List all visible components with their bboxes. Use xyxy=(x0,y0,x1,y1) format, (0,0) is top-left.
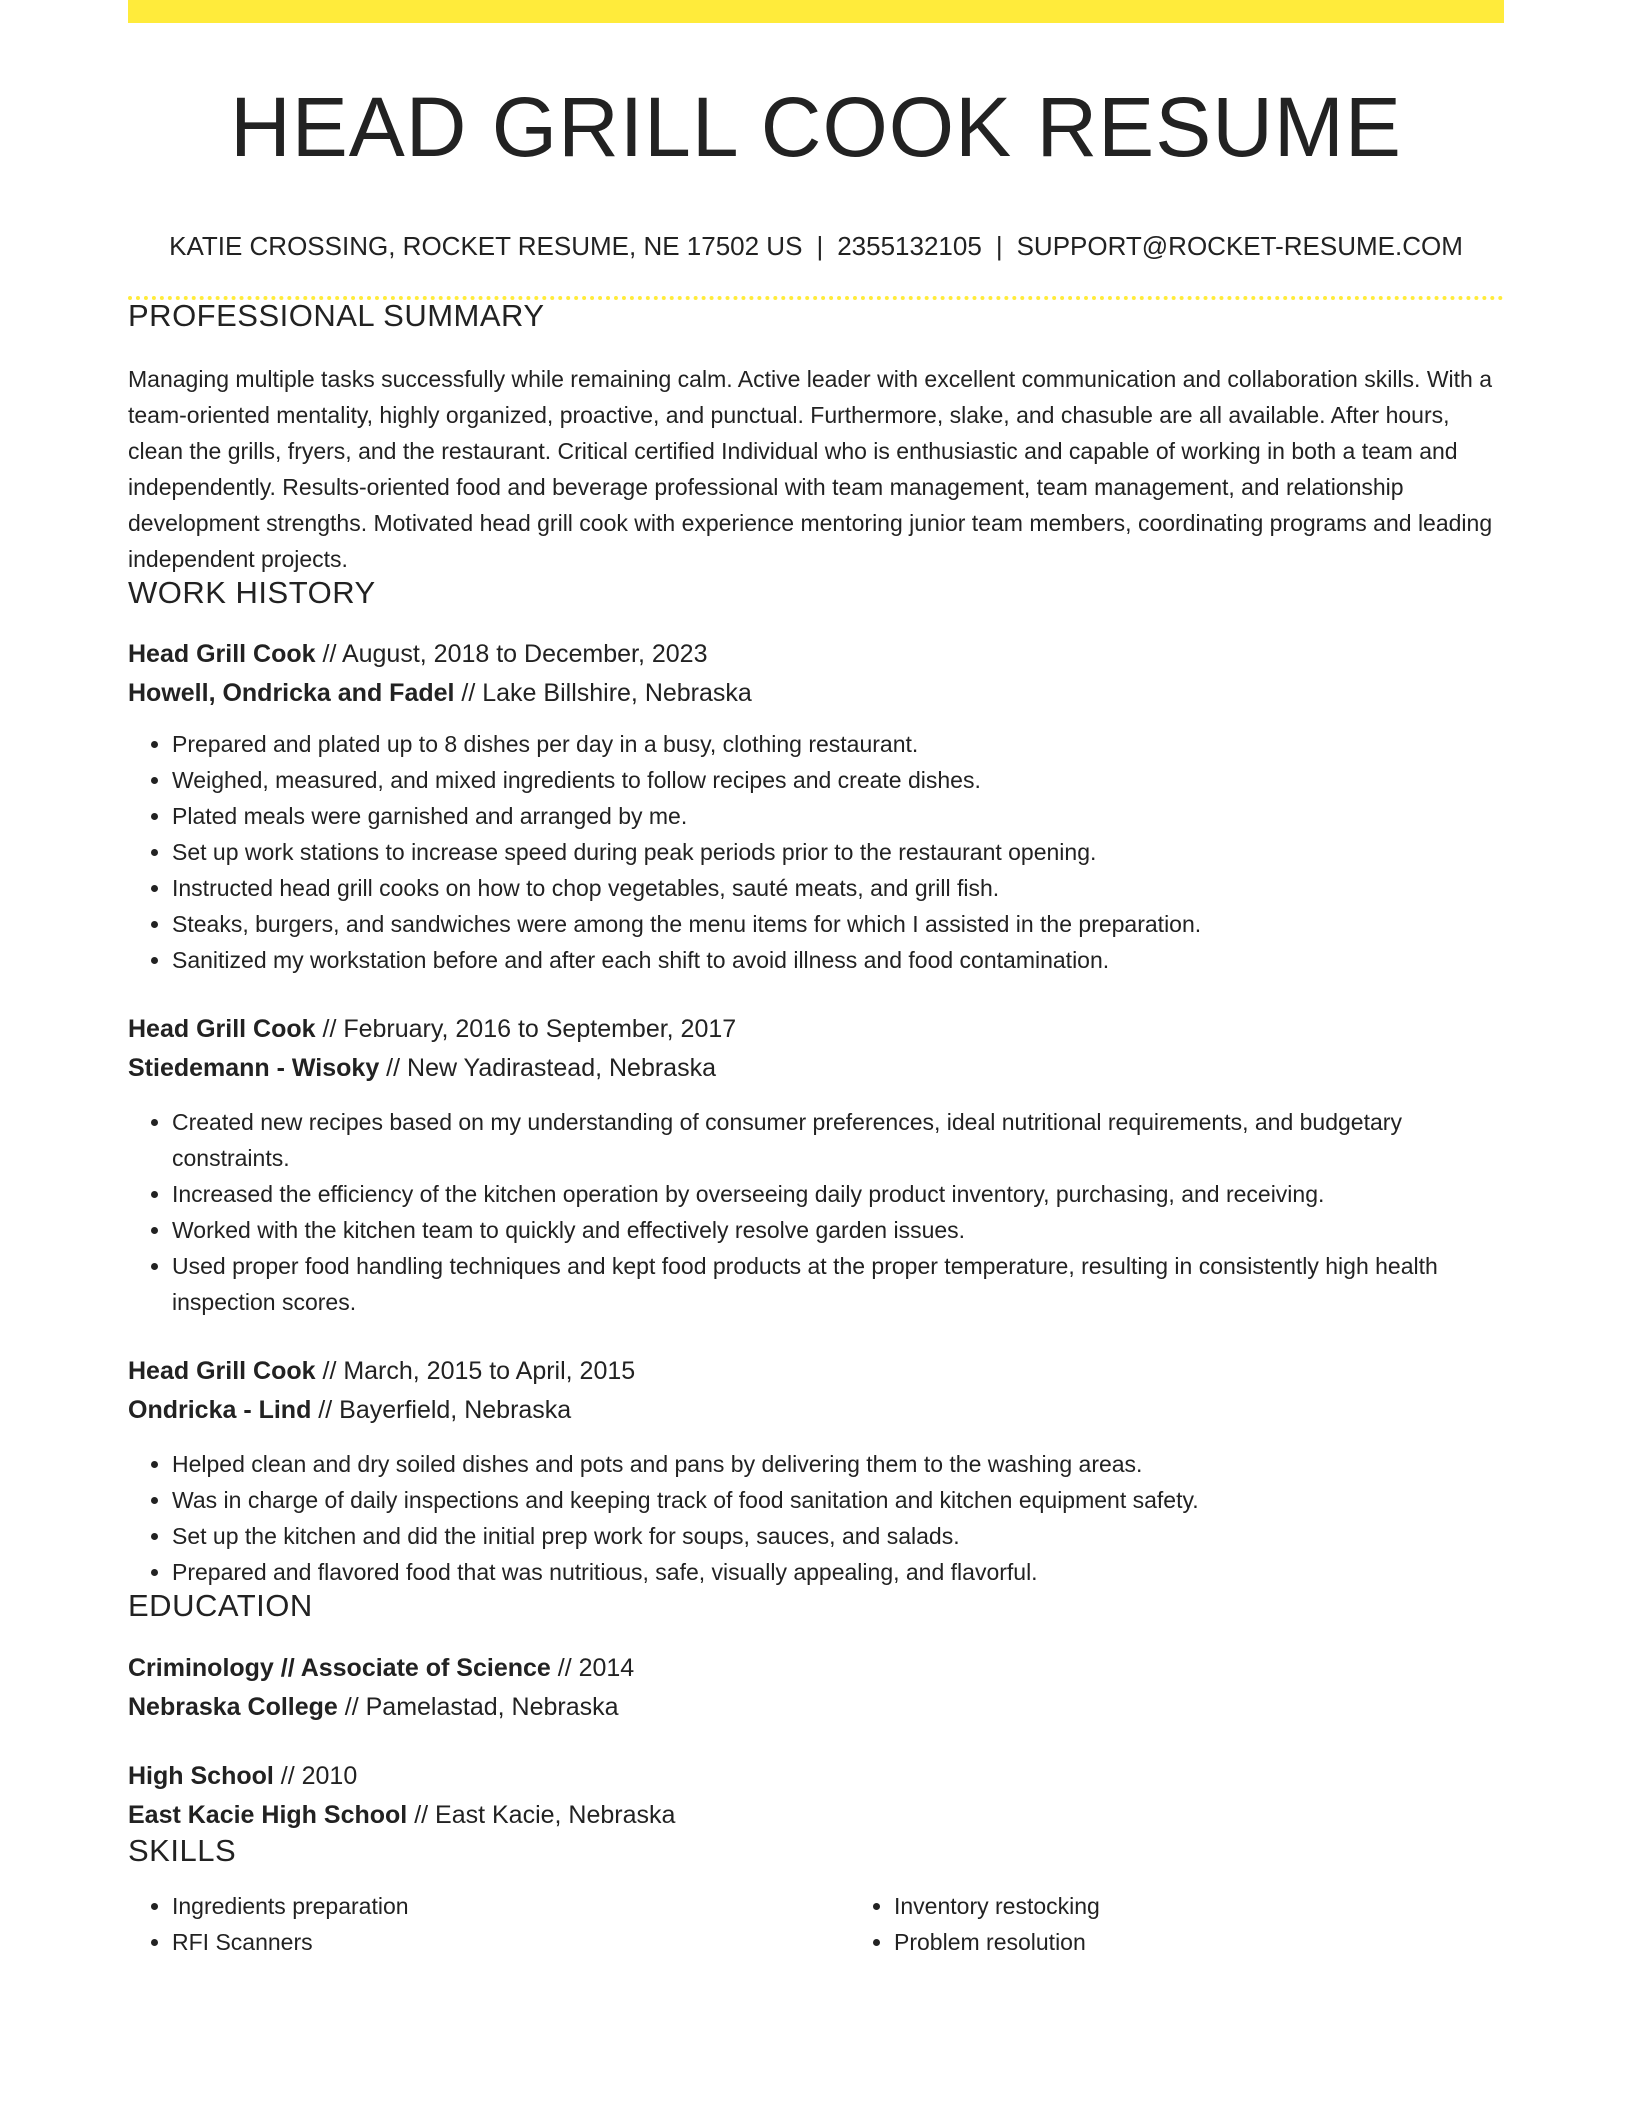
education-degree-line xyxy=(128,1649,1504,1688)
skills-columns xyxy=(128,1888,1504,1960)
contact-phone: 2355132105 xyxy=(837,231,982,261)
resume-title: HEAD GRILL COOK RESUME xyxy=(230,80,1402,174)
list-item: • Worked with the kitchen team to quickly and effectively resolve garden issues. xyxy=(172,1212,1504,1248)
job-company: Stiedemann - Wisoky xyxy=(128,1054,380,1082)
job-title: Head Grill Cook xyxy=(128,1357,316,1385)
education-location: // East Kacie, Nebraska xyxy=(407,1801,676,1829)
education-school: East Kacie High School xyxy=(128,1801,408,1829)
summary-heading: PROFESSIONAL SUMMARY xyxy=(128,298,545,333)
list-item: • Used proper food handling techniques and kept food products at the proper temperature, resulting in consistently high health inspection scores. xyxy=(172,1248,1504,1320)
contact-separator: | xyxy=(995,231,1003,261)
job-location: // Lake Billshire, Nebraska xyxy=(454,679,752,707)
top-accent-bar xyxy=(128,0,1504,23)
skills-list-left xyxy=(128,1888,850,1960)
list-item: • Set up the kitchen and did the initial prep work for soups, sauces, and salads. xyxy=(172,1518,1504,1554)
list-item: • Instructed head grill cooks on how to chop vegetables, sauté meats, and grill fish. xyxy=(172,870,1504,906)
skill-item: • Inventory restocking xyxy=(894,1888,1572,1924)
contact-address: KATIE CROSSING, ROCKET RESUME, NE 17502 US xyxy=(169,231,803,261)
job-dates: // March, 2015 to April, 2015 xyxy=(315,1357,636,1385)
list-item: • Prepared and plated up to 8 dishes per day in a busy, clothing restaurant. xyxy=(172,726,1504,762)
skills-heading: SKILLS xyxy=(128,1833,237,1868)
job-title-line xyxy=(128,1352,1504,1391)
education-degree-line xyxy=(128,1757,1504,1796)
job-company-line xyxy=(128,674,1504,713)
job-company: Ondricka - Lind xyxy=(128,1396,312,1424)
education-heading: EDUCATION xyxy=(128,1588,313,1623)
job-title: Head Grill Cook xyxy=(128,1015,316,1043)
job-location: // Bayerfield, Nebraska xyxy=(311,1396,572,1424)
resume-content xyxy=(128,0,1504,1960)
list-item: • Created new recipes based on my understanding of consumer preferences, ideal nutritional requirements, and budgetary constraints. xyxy=(172,1104,1504,1176)
education-year: // 2014 xyxy=(550,1654,635,1682)
education-degree: Criminology // Associate of Science xyxy=(128,1654,551,1682)
list-item: • Sanitized my workstation before and after each shift to avoid illness and food contamination. xyxy=(172,942,1504,978)
work-history-heading: WORK HISTORY xyxy=(128,575,376,610)
list-item: • Was in charge of daily inspections and keeping track of food sanitation and kitchen equipment safety. xyxy=(172,1482,1504,1518)
contact-separator: | xyxy=(816,231,824,261)
contact-line xyxy=(128,233,1504,259)
job-bullets xyxy=(128,1104,1504,1320)
job-title-line xyxy=(128,635,1504,674)
education-school-line xyxy=(128,1796,1504,1835)
education-school-line xyxy=(128,1688,1504,1727)
skills-list-right xyxy=(850,1888,1572,1960)
job-bullets xyxy=(128,726,1504,978)
list-item: • Steaks, burgers, and sandwiches were among the menu items for which I assisted in the preparation. xyxy=(172,906,1504,942)
job-title: Head Grill Cook xyxy=(128,640,316,668)
job-company-line xyxy=(128,1049,1504,1088)
list-item: • Set up work stations to increase speed during peak periods prior to the restaurant opening. xyxy=(172,834,1504,870)
job-company-line xyxy=(128,1391,1504,1430)
job-title-line xyxy=(128,1010,1504,1049)
job-dates: // February, 2016 to September, 2017 xyxy=(315,1015,737,1043)
education-year: // 2010 xyxy=(273,1762,358,1790)
skill-item: • RFI Scanners xyxy=(172,1924,850,1960)
job-dates: // August, 2018 to December, 2023 xyxy=(315,640,708,668)
list-item: • Prepared and flavored food that was nutritious, safe, visually appealing, and flavorful. xyxy=(172,1554,1504,1590)
skill-item: • Ingredients preparation xyxy=(172,1888,850,1924)
job-bullets xyxy=(128,1446,1504,1590)
job-location: // New Yadirastead, Nebraska xyxy=(379,1054,716,1082)
skill-item: • Problem resolution xyxy=(894,1924,1572,1960)
summary-text: Managing multiple tasks successfully while remaining calm. Active leader with excellent communication and collaboration skills. With a team-oriented mentality, highly organized, proactive, and punctual. Furthermore, slake, and chasuble are all available. After hours, clean the grills, fryers, and the restaurant. Critical certified Individual who is enthusiastic and capable of working in both a team and independently. Results-oriented food and beverage professional with team management, team management, and relationship development strengths. Motivated head grill cook with experience mentoring junior team members, coordinating programs and leading independent projects. xyxy=(128,366,1493,572)
education-location: // Pamelastad, Nebraska xyxy=(337,1693,619,1721)
list-item: • Helped clean and dry soiled dishes and pots and pans by delivering them to the washing areas. xyxy=(172,1446,1504,1482)
job-company: Howell, Ondricka and Fadel xyxy=(128,679,455,707)
education-school: Nebraska College xyxy=(128,1693,338,1721)
list-item: • Increased the efficiency of the kitchen operation by overseeing daily product inventory, purchasing, and receiving. xyxy=(172,1176,1504,1212)
contact-email: SUPPORT@ROCKET-RESUME.COM xyxy=(1016,231,1463,261)
list-item: • Weighed, measured, and mixed ingredients to follow recipes and create dishes. xyxy=(172,762,1504,798)
list-item: • Plated meals were garnished and arranged by me. xyxy=(172,798,1504,834)
education-degree: High School xyxy=(128,1762,274,1790)
